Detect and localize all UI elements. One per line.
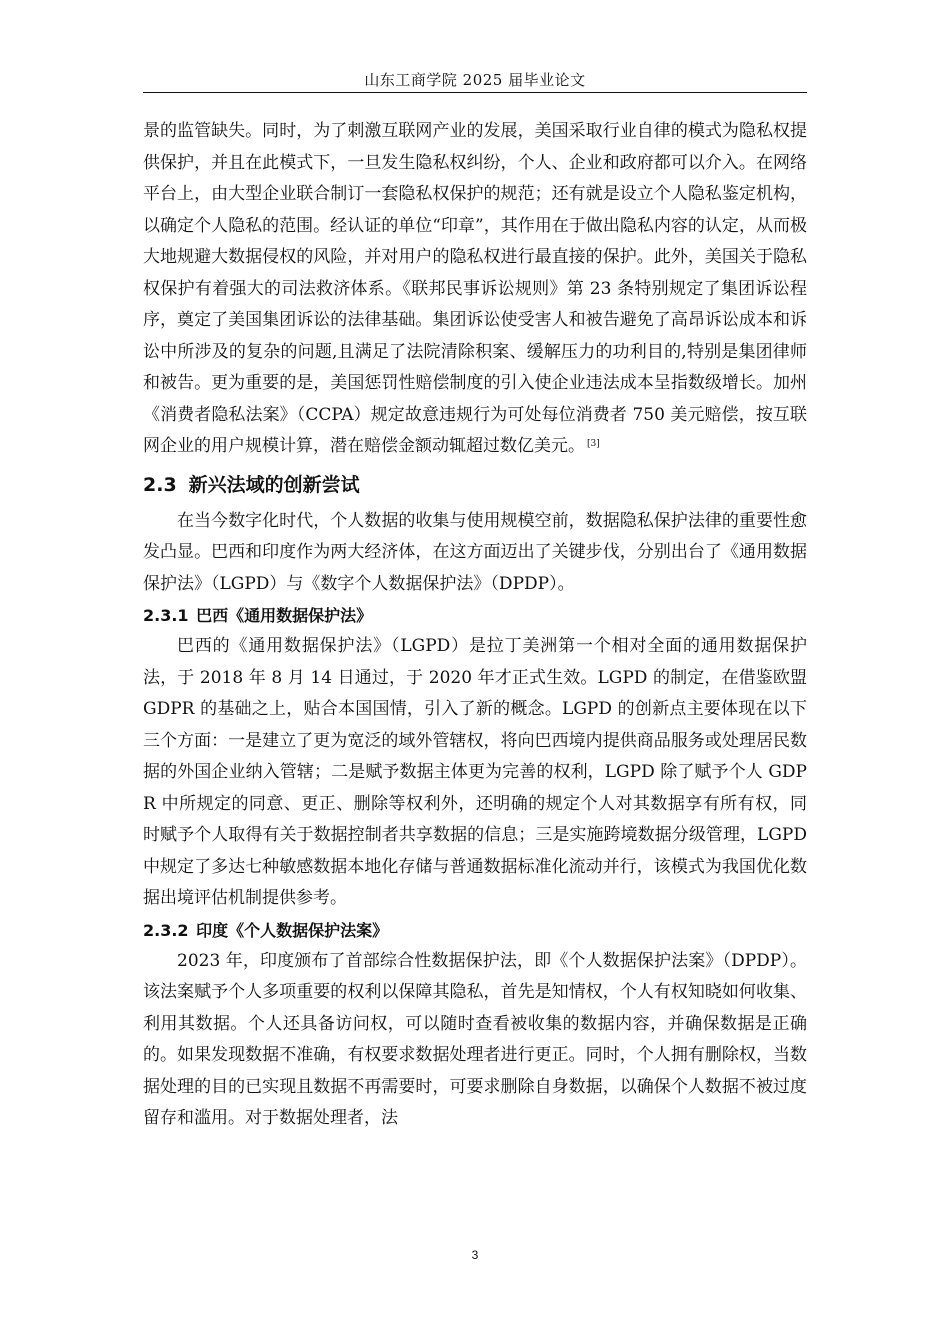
header-divider <box>143 92 807 93</box>
subsection-heading-2-3-2 <box>143 915 807 946</box>
page-number: 3 <box>471 1248 479 1262</box>
paragraph-india-dpdp: 2023 年，印度颁布了首部综合性数据保护法，即《个人数据保护法案》（DPDP）。该法案赋予个人多项重要的权利以保障其隐私，首先是知情权，个人有权知晓如何收集、利用其数据。个人还具备访问权，可以随时查看被收集的数据内容，并确保数据是正确的。如果发现数据不准确，有权要求数据处理者进行更正。同时，个人拥有删除权，当数据处理的目的已实现且数据不再需要时，可要求删除自身数据，以确保个人数据不被过度留存和滥用。对于数据处理者，法 <box>143 950 807 1128</box>
section-heading-2-3 <box>143 469 807 501</box>
subsection-title: 巴西《通用数据保护法》 <box>196 606 373 625</box>
subsection-number: 2.3.2 <box>143 920 189 940</box>
page-body <box>143 116 807 1135</box>
subsection-heading-2-3-1 <box>143 600 807 631</box>
running-header: 山东工商学院 2025 届毕业论文 <box>364 71 586 89</box>
subsection-title: 印度《个人数据保护法案》 <box>196 920 389 940</box>
subsection-number: 2.3.1 <box>143 606 189 625</box>
paragraph-section-2-3-intro: 在当今数字化时代，个人数据的收集与使用规模空前，数据隐私保护法律的重要性愈发凸显。巴西和印度作为两大经济体，在这方面迈出了关键步伐，分别出台了《通用数据保护法》（LGPD）与《数字个人数据保护法》（DPDP）。 <box>143 510 807 594</box>
paragraph-text: 景的监管缺失。同时，为了刺激互联网产业的发展，美国采取行业自律的模式为隐私权提供保护，并且在此模式下，一旦发生隐私权纠纷，个人、企业和政府都可以介入。在网络平台上，由大型企业联合制订一套隐私权保护的规范；还有就是设立个人隐私鉴定机构，以确定个人隐私的范围。经认证的单位“印章”，其作用在于做出隐私内容的认定，从而极大地规避大数据侵权的风险，并对用户的隐私权进行最直接的保护。此外，美国关于隐私权保护有着强大的司法救济体系。《联邦民事诉讼规则》第 23 条特别规定了集团诉讼程序，奠定了美国集团诉讼的法律基础。集团诉讼使受害人和被告避免了高昂诉讼成本和诉讼中所涉及的复杂的问题,且满足了法院清除积案、缓解压力的功利目的,特别是集团律师和被告。更为重要的是，美国惩罚性赔偿制度的引入使企业违法成本呈指数级增长。加州《消费者隐私法案》（CCPA）规定故意违规行为可处每位消费者 750 美元赔偿，按互联网企业的用户规模计算，潜在赔偿金额动辄超过数亿美元。 <box>143 121 807 456</box>
section-number: 2.3 <box>143 473 177 496</box>
paragraph-brazil-lgpd: 巴西的《通用数据保护法》（LGPD）是拉丁美洲第一个相对全面的通用数据保护法，于 2018 年 8 月 14 日通过，于 2020 年才正式生效。LGPD 的制定，在借鉴欧盟 GDPR 的基础之上，贴合本国国情，引入了新的概念。LGPD 的创新点主要体现在以下三个方面：一是建立了更为宽泛的域外管辖权，将向巴西境内提供商品服务或处理居民数据的外国企业纳入管辖；二是赋予数据主体更为完善的权利，LGPD 除了赋予个人 GDPR 中所规定的同意、更正、删除等权利外，还明确的规定个人对其数据享有所有权，同时赋予个人取得有关于数据控制者共享数据的信息；三是实施跨境数据分级管理，LGPD 中规定了多达七种敏感数据本地化存储与普通数据标准化流动并行，该模式为我国优化数据出境评估机制提供参考。 <box>143 636 807 908</box>
section-title: 新兴法域的创新尝试 <box>188 473 360 496</box>
citation-marker: [3] <box>587 439 600 449</box>
paragraph-us-privacy <box>143 116 807 463</box>
